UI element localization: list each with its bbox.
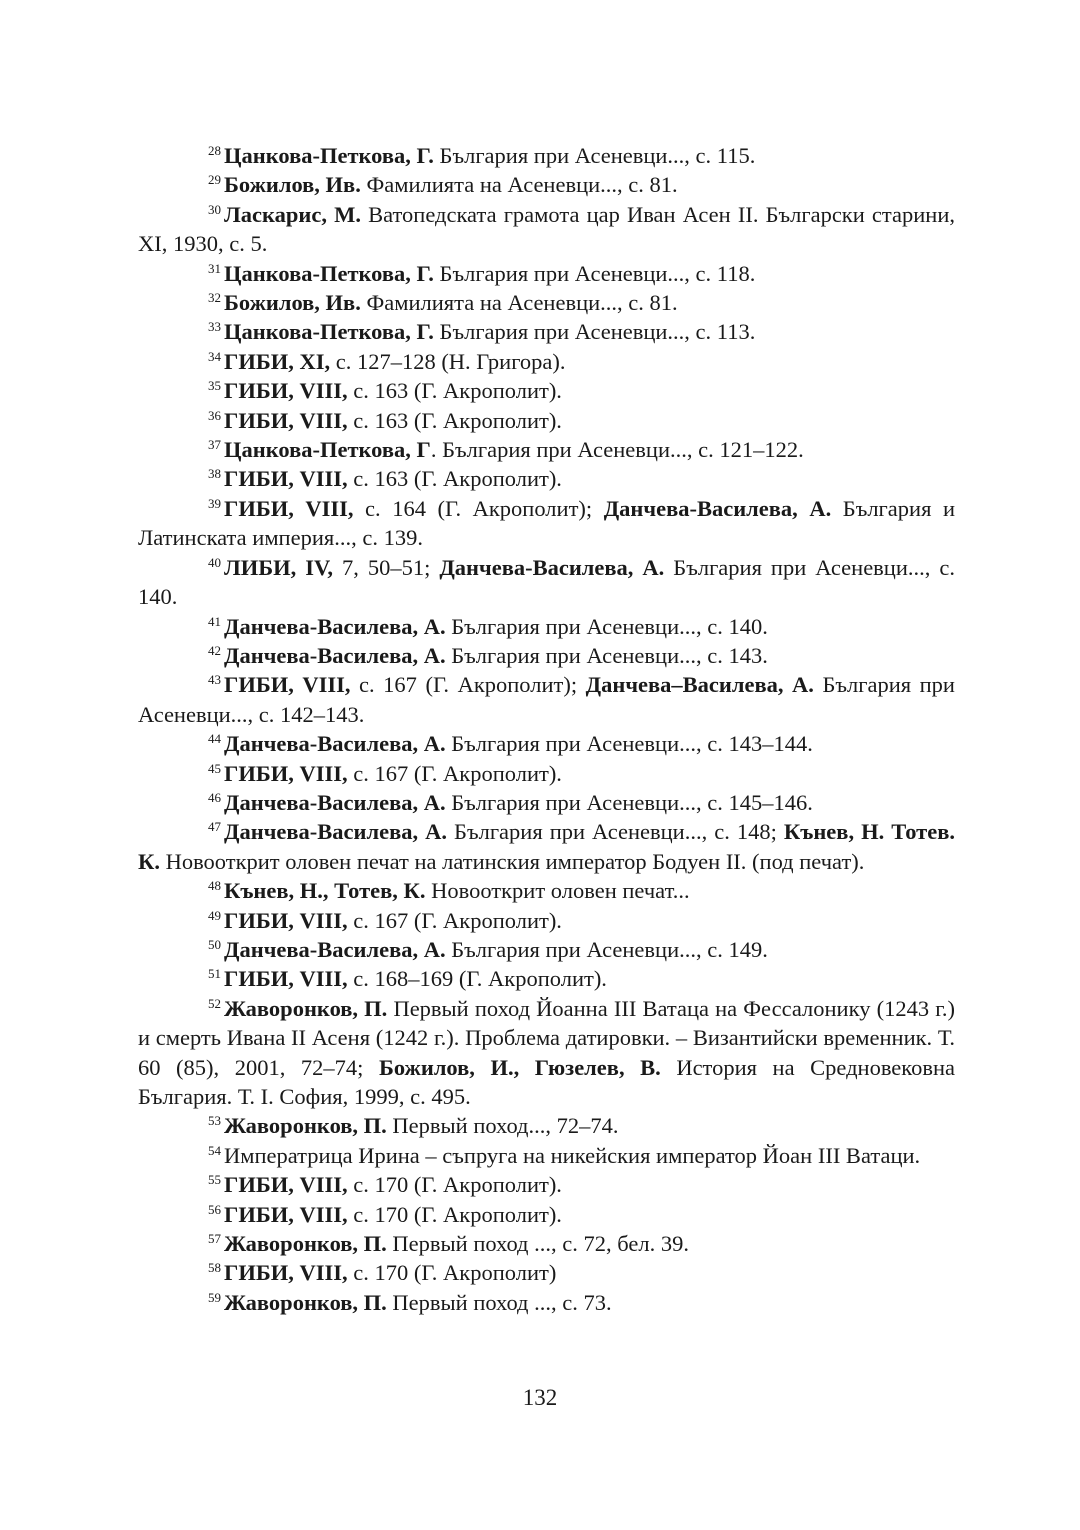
footnote-40 [138,553,955,612]
footnote-37 [138,435,955,464]
footnote-number: 44 [208,731,221,747]
footnote-number: 46 [208,789,221,805]
footnotes-block [138,141,955,1317]
footnote-author: ГИБИ, VIII, [224,907,348,933]
footnote-author: Жаворонков, П. [224,1289,387,1315]
footnote-author: Цанкова-Петкова, Г. [224,319,434,345]
footnote-number: 43 [208,672,221,688]
footnote-author: Кънев, Н. Тотев. К. [138,819,955,874]
footnote-author: Цанкова-Петкова, Г. [224,260,434,286]
footnote-citation: с. 168–169 (Г. Акрополит). [347,966,607,992]
footnote-citation: с. 170 (Г. Акрополит). [347,1201,562,1227]
footnote-35 [138,376,955,405]
footnote-32 [138,288,955,317]
footnote-59 [138,1288,955,1317]
footnote-number: 36 [208,407,221,423]
footnote-number: 40 [208,554,221,570]
footnote-citation: с. 167 (Г. Акрополит). [347,907,562,933]
footnote-citation: България при Асеневци..., с. 149. [445,936,768,962]
footnote-number: 53 [208,1113,221,1129]
footnote-citation: Первый поход ..., с. 72, бел. 39. [386,1231,689,1257]
footnote-author: ГИБИ, VIII, [224,966,348,992]
footnote-citation: България при Асеневци..., с. 145–146. [445,789,813,815]
footnote-citation: . България при Асеневци..., с. 121–122. [430,437,804,463]
footnote-number: 34 [208,348,221,364]
footnote-author: Данчева–Василева, А. [585,672,814,698]
footnote-number: 56 [208,1201,221,1217]
footnote-41 [138,612,955,641]
footnote-number: 51 [208,966,221,982]
footnote-number: 30 [208,201,221,217]
footnote-number: 41 [208,613,221,629]
footnote-46 [138,788,955,817]
footnote-number: 45 [208,760,221,776]
footnote-citation: История на Средновековна България. Т. I. София, 1999, с. 495. [138,1054,955,1109]
footnote-author: Данчева-Василева, А. [224,936,446,962]
footnote-38 [138,464,955,493]
footnote-author: ГИБИ, VIII, [224,1172,348,1198]
footnote-citation: България при Асеневци..., с. 118. [433,260,756,286]
footnote-citation: Императрица Ирина – съпруга на никейския император Йоан III Ватаци. [224,1142,921,1168]
footnote-34 [138,347,955,376]
footnote-56 [138,1200,955,1229]
footnote-author: Жаворонков, П. [224,995,388,1021]
footnote-58 [138,1258,955,1287]
footnote-author: ГИБИ, VIII, [224,1260,348,1286]
footnote-57 [138,1229,955,1258]
footnote-48 [138,876,955,905]
footnote-number: 57 [208,1231,221,1247]
footnote-citation: Первый поход..., 72–74. [386,1113,619,1139]
footnote-54 [138,1141,955,1170]
footnote-citation: България при Асеневци..., с. 148; [447,819,784,845]
footnote-citation: Новооткрит оловен печат... [425,878,690,904]
footnote-number: 48 [208,878,221,894]
footnote-author: Данчева-Василева, А. [224,731,446,757]
footnote-45 [138,759,955,788]
footnote-36 [138,406,955,435]
footnote-author: ГИБИ, VIII, [224,495,354,521]
footnote-citation: с. 170 (Г. Акрополит). [347,1172,562,1198]
footnote-citation: с. 163 (Г. Акрополит). [347,407,562,433]
footnote-author: ГИБИ, VIII, [224,760,348,786]
footnote-number: 29 [208,172,221,188]
footnote-author: Данчева-Василева, А. [224,789,446,815]
footnote-28 [138,141,955,170]
footnote-author: ГИБИ, XI, [224,348,331,374]
footnote-citation: България при Асеневци..., с. 140. [445,613,768,639]
footnote-43 [138,670,955,729]
footnote-49 [138,906,955,935]
footnote-number: 42 [208,642,221,658]
footnote-39 [138,494,955,553]
footnote-30 [138,200,955,259]
footnote-citation: България при Асеневци..., с. 115. [433,143,756,168]
footnote-citation: с. 163 (Г. Акрополит). [347,378,562,404]
footnote-number: 32 [208,290,221,306]
footnote-author: ГИБИ, VIII, [224,407,348,433]
footnote-author: Ласкарис, М. [224,201,361,227]
footnote-50 [138,935,955,964]
footnote-citation: с. 167 (Г. Акрополит). [347,760,562,786]
footnote-author: Цанкова-Петкова, Г [224,437,431,463]
footnote-author: Божилов, И., Гюзелев, В. [378,1054,661,1080]
footnote-author: Цанкова-Петкова, Г. [224,143,434,168]
footnote-number: 54 [208,1142,221,1158]
footnote-author: Данчева-Василева, А. [439,554,665,580]
footnote-author: Данчева-Василева, А. [224,642,446,668]
footnote-author: Данчева-Василева, А. [224,819,448,845]
footnote-author: Данчева-Василева, А. [603,495,832,521]
footnote-citation: с. 170 (Г. Акрополит) [347,1260,557,1286]
footnote-citation: България и Латинската империя..., с. 139. [138,495,955,551]
footnote-29 [138,170,955,199]
footnote-citation: Первый поход Йоанна III Ватаца на Фессалонику (1243 г.) и смерть Ивана II Асеня (1242 г.). Проблема датировки. – Византийски временник. Т. 60 (85), 2001, 72–74; [138,995,956,1080]
footnote-citation: България при Асеневци..., с. 142–143. [138,672,955,727]
footnote-citation: с. 163 (Г. Акрополит). [347,466,562,492]
footnote-author: ГИБИ, VIII, [224,1201,348,1227]
footnote-citation: Ватопедската грамота цар Иван Асен II. Български старини, XI, 1930, с. 5. [138,201,955,257]
footnote-citation: България при Асеневци..., с. 113. [433,319,756,345]
footnote-author: ГИБИ, VIII, [224,672,351,698]
footnote-51 [138,964,955,993]
footnote-author: ЛИБИ, IV, [224,554,333,580]
footnote-42 [138,641,955,670]
footnote-citation: с. 167 (Г. Акрополит); [350,672,586,698]
footnote-author: ГИБИ, VIII, [224,466,348,492]
footnote-author: ГИБИ, VIII, [224,378,348,404]
footnote-citation: 7, 50–51; [332,554,440,580]
footnote-citation: България при Асеневци..., с. 143–144. [445,731,813,757]
footnote-44 [138,729,955,758]
footnote-52 [138,994,955,1112]
footnote-53 [138,1111,955,1140]
footnote-number: 31 [208,260,221,276]
footnote-number: 38 [208,466,221,482]
footnote-author: Данчева-Василева, А. [224,613,446,639]
footnote-citation: България при Асеневци..., с. 140. [138,554,955,610]
footnote-number: 52 [208,995,221,1011]
footnote-author: Божилов, Ив. [224,290,361,316]
footnote-citation: България при Асеневци..., с. 143. [445,642,768,668]
footnote-number: 59 [208,1289,221,1305]
footnote-number: 35 [208,378,221,394]
footnote-number: 47 [208,819,221,835]
footnote-number: 37 [208,437,221,453]
footnote-31 [138,259,955,288]
footnote-citation: с. 164 (Г. Акрополит); [353,495,604,521]
footnote-number: 33 [208,319,221,335]
footnote-author: Божилов, Ив. [224,172,361,198]
page-number: 132 [522,1385,558,1410]
footnote-number: 49 [208,907,221,923]
footnote-citation: с. 127–128 (Н. Григора). [330,348,566,374]
footnote-33 [138,317,955,346]
footnote-citation: Фамилията на Асеневци..., с. 81. [360,172,678,198]
footnote-author: Жаворонков, П. [224,1231,387,1257]
footnote-author: Жаворонков, П. [224,1113,387,1139]
footnote-number: 58 [208,1260,221,1276]
footnote-citation: Фамилията на Асеневци..., с. 81. [360,290,678,316]
footnote-number: 28 [208,143,221,158]
footnote-number: 55 [208,1172,221,1188]
footnote-citation: Первый поход ..., с. 73. [386,1289,612,1315]
footnote-number: 50 [208,936,221,952]
footnote-55 [138,1170,955,1199]
footnote-author: Кънев, Н., Тотев, К. [224,878,426,904]
footnote-number: 39 [208,495,221,511]
footnote-citation: Новооткрит оловен печат на латинския император Бодуен II. (под печат). [159,848,865,874]
footnote-47 [138,817,955,876]
